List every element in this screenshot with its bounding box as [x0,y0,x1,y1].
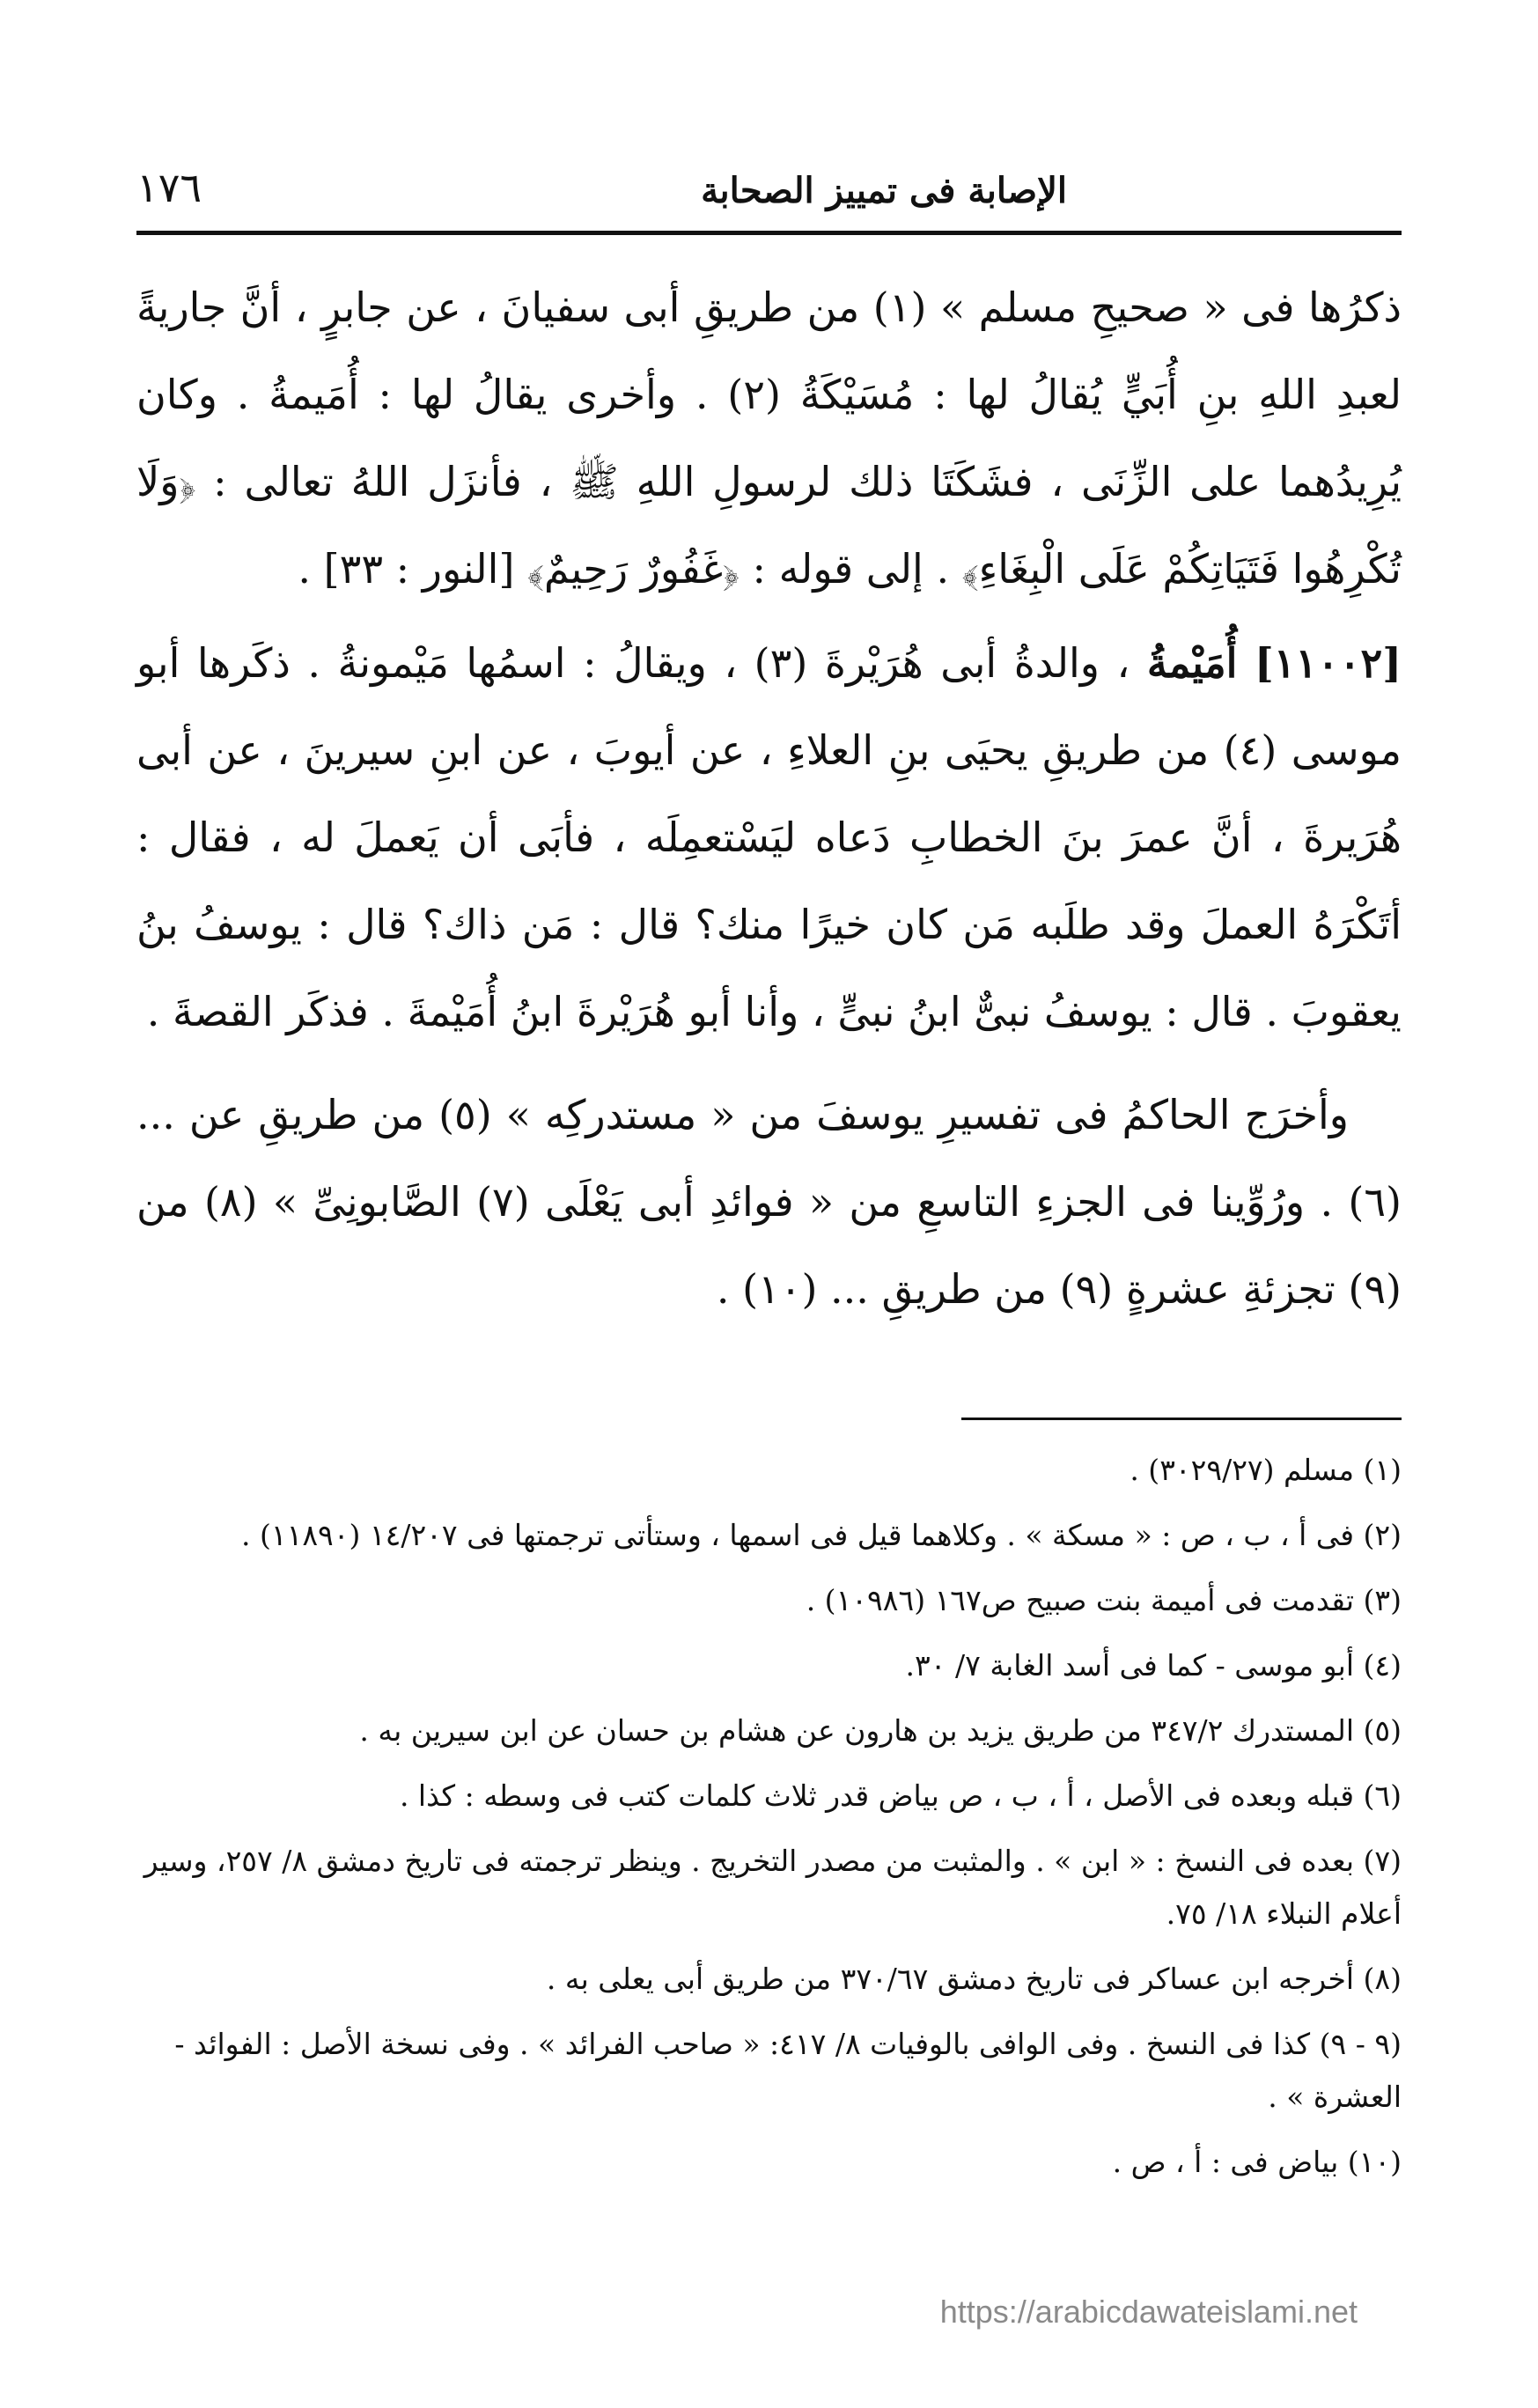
footnote-3: (٣) تقدمت فى أميمة بنت صبيح ص١٦٧ (١٠٩٨٦) . [806,1583,1402,1617]
footnote-9: (٩ - ٩) كذا فى النسخ . وفى الوافى بالوفيات ٨/ ٤١٧: « صاحب الفرائد » . وفى نسخة الأصل : الفوائد - العشرة » . [174,2027,1402,2114]
footnote-1: (١) مسلم (٣٠٢٩/٢٧) . [1130,1453,1402,1487]
paragraph-1: ذكرُها فى « صحيحِ مسلم » (١) من طريقِ أبى سفيانَ ، عن جابرٍ ، أنَّ جاريةً لعبدِ اللهِ بنِ أُبَيٍّ يُقالُ لها : مُسَيْكَةُ (٢) . وأخرى يقالُ لها : أُمَيمةُ . وكان يُرِيدُهما على الزِّنَى ، فشَكَتَا ذلك لرسولِ اللهِ ﷺ ، فأنزَل اللهُ تعالى : ﴿وَلَا تُكْرِهُوا فَتَيَاتِكُمْ عَلَى الْبِغَاءِ﴾ . إلى قوله : ﴿غَفُورٌ رَحِيمٌ﴾ [النور : ٣٣] . [136,284,1402,593]
footnote-10: (١٠) بياض فى : أ ، ص . [1112,2145,1402,2179]
running-title: الإصابة فى تمييز الصحابة [701,170,1067,211]
footnote-2: (٢) فى أ ، ب ، ص : « مسكة » . وكلاهما قيل فى اسمها ، وستأتى ترجمتها فى ١٤/٢٠٧ (١١٨٩٠) . [241,1518,1402,1552]
paragraph-3: وأخرَج الحاكمُ فى تفسيرِ يوسفَ من « مستدركِه » (٥) من طريقِ عن ... (٦) . ورُوِّينا فى الجزءِ التاسعِ من « فوائدِ أبى يَعْلَى (٧) الصَّابونِىِّ » (٨) من (٩) تجزئةِ عشرةٍ (٩) من طريقِ ... (١٠) . [136,1091,1402,1313]
watermark-url: https://arabicdawateislami.net [939,2294,1358,2330]
footnote-8: (٨) أخرجه ابن عساكر فى تاريخ دمشق ٣٧٠/٦٧ من طريق أبى يعلى به . [546,1962,1402,1996]
footnotes [136,1444,1402,2201]
entry-number: [١١٠٠٢] [1254,639,1402,687]
header-rule [136,231,1402,235]
entry-text: ، والدةُ أبى هُرَيْرةَ (٣) ، ويقالُ : اسمُها مَيْمونةُ . ذكَرها أبو موسى (٤) من طريقِ يحيَى بنِ العلاءِ ، عن أيوبَ ، عن ابنِ سيرينَ ، عن أبى هُرَيرةَ ، أنَّ عمرَ بنَ الخطابِ دَعاه ليَسْتعمِلَه ، فأبَى أن يَعملَ له ، فقال : أتَكْرَهُ العملَ وقد طلَبه مَن كان خيرًا منك؟ قال : مَن ذاك؟ قال : يوسفُ بنُ يعقوبَ . قال : يوسفُ نبىٌّ ابنُ نبىٍّ ، وأنا أبو هُرَيْرةَ ابنُ أُمَيْمةَ . فذكَر القصةَ . [136,639,1402,1035]
footnote-7: (٧) بعده فى النسخ : « ابن » . والمثبت من مصدر التخريج . وينظر ترجمته فى تاريخ دمشق ٨/ ٢٥٧، وسير أعلام النبلاء ١٨/ ٧٥. [143,1844,1402,1931]
footnote-rule [961,1418,1402,1420]
entry-paragraph [136,620,1402,1056]
entry-name: أُمَيْمةُ [1146,639,1238,687]
main-text [136,264,1402,1333]
page-header [136,150,1402,211]
footnote-5: (٥) المستدرك ٣٤٧/٢ من طريق يزيد بن هارون عن هشام بن حسان عن ابن سيرين به . [359,1713,1402,1748]
footnote-6: (٦) قبله وبعده فى الأصل ، أ ، ب ، ص بياض قدر ثلاث كلمات كتب فى وسطه : كذا . [399,1778,1402,1813]
footnote-4: (٤) أبو موسى - كما فى أسد الغابة ٧/ ٣٠. [905,1648,1402,1683]
page-number: ١٧٦ [136,164,202,211]
